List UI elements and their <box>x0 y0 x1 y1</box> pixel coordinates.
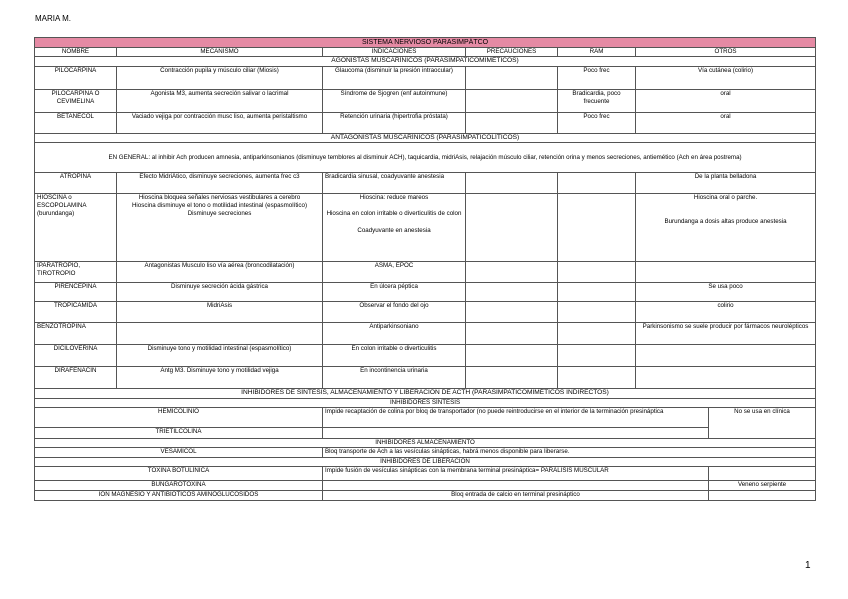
drug-mechanism: Disminuye secreción ácida gástrica <box>117 283 323 302</box>
drug-ram <box>558 302 636 323</box>
drug-mechanism: MidriAsis <box>117 302 323 323</box>
agent-description: Bloq transporte de Ach a las vesículas sinápticas, habrá menos disponible para liberarse. <box>323 447 816 457</box>
agent-name: TRIETILCOLINA <box>35 427 323 438</box>
drug-ram <box>558 173 636 194</box>
agent-name: BUNGAROTOXINA <box>35 481 323 491</box>
agent-name: TOXINA BOTULÍNICA <box>35 467 323 481</box>
table-row <box>35 427 816 438</box>
drug-name: DICILOVERINA <box>35 345 117 367</box>
table-row <box>35 481 816 491</box>
drug-indications: Síndrome de Sjogren (enf autoinmune) <box>323 89 466 112</box>
agent-other: Veneno serpiente <box>709 481 816 491</box>
drug-mechanism: Contracción pupila y músculo ciliar (Miosis) <box>117 66 323 89</box>
drug-mechanism <box>117 323 323 345</box>
drug-other: Se usa poco <box>636 283 816 302</box>
drug-name: ATROPINA <box>35 173 117 194</box>
section-agonistas: AGONISTAS MUSCARÍNICOS (PARASIMPATICOMIMÉTICOS) <box>35 57 816 67</box>
header-otros: OTROS <box>636 48 816 57</box>
agent-description-empty <box>323 427 709 438</box>
agent-description: Impide recaptación de colina por bloq de transportador (no puede reintroducirse en el interior de la terminación presináptica <box>323 407 709 427</box>
drug-precautions <box>466 262 558 283</box>
drug-other <box>636 262 816 283</box>
table-row <box>35 345 816 367</box>
table-row <box>35 112 816 133</box>
drug-other: colirio <box>636 302 816 323</box>
drug-name: TROPICAMIDA <box>35 302 117 323</box>
drug-other: Hioscina oral o parche. Burundanga a dosis altas produce anestesia <box>664 194 787 226</box>
subsection-sintesis: INHIBIDORES SÍNTESIS <box>35 398 816 407</box>
drug-other: De la planta belladona <box>636 173 816 194</box>
subsection-almacenamiento: INHIBIDORES ALMACENAMIENTO <box>35 438 816 447</box>
drug-precautions <box>466 283 558 302</box>
drug-name: PILOCARPINA O CEVIMELINA <box>35 89 117 112</box>
drug-indications: Observar el fondo del ojo <box>323 302 466 323</box>
table-row <box>35 66 816 89</box>
drug-mechanism: Hioscina bloquea señales nerviosas vestibulares a cerebro Hioscina disminuye el tono o motilidad intestinal (espasmolítico) Disminuye secreciones <box>131 194 308 218</box>
drug-ram: Poco frec <box>558 66 636 89</box>
agent-other-empty <box>709 467 816 481</box>
drug-name: DIRAFENACIN <box>35 367 117 389</box>
drug-indications: Hioscina: reduce mareos Hioscina en colon irritable o diverticulitis de colon Coadyuvante en anestesia <box>326 194 462 234</box>
section-antagonistas: ANTAGONISTAS MUSCARÍNICOS (PARASIMPATICOLÍTICOS) <box>35 133 816 143</box>
agent-name: VESAMICOL <box>35 447 323 457</box>
drug-indications: Bradicardia sinusal, coadyuvante anestesia <box>323 173 466 194</box>
agent-other-empty <box>709 491 816 501</box>
table-row <box>35 447 816 457</box>
drug-precautions <box>466 345 558 367</box>
drug-indications: ASMA, EPOC <box>323 262 466 283</box>
table-row <box>35 367 816 389</box>
drug-mechanism: Disminuye tono y motilidad intestinal (espasmolítico) <box>117 345 323 367</box>
drug-indications: Retención urinaria (hipertrofia próstata) <box>323 112 466 133</box>
drug-other <box>636 345 816 367</box>
drug-name: PILOCARPINA <box>35 66 117 89</box>
section-inhibidores: INHIBIDORES DE SÍNTESIS, ALMACENAMIENTO Y LIBERACIÓN DE ACTH (PARASIMPATICOMIMÉTICOS INDIRECTOS) <box>35 389 816 399</box>
subsection-liberacion: INHIBIDORES DE LIBERACIÓN <box>35 457 816 466</box>
general-note: EN GENERAL: al inhibir Ach producen amnesia, antiparkinsonianos (disminuye temblores al disminuir ACH), taquicardia, midriAsis, relajación músculo ciliar, retención orina y menos secreciones, antiemético (Ach en área postrema) <box>35 143 816 173</box>
page-number: 1 <box>805 560 811 571</box>
author-name: MARIA M. <box>35 14 72 23</box>
drug-mechanism: Agonista M3, aumenta secreción salivar o lacrimal <box>117 89 323 112</box>
drug-other: Parkinsonismo se suele producir por fármacos neurolépticos <box>636 323 816 345</box>
agent-description-empty <box>323 481 709 491</box>
drug-other <box>636 367 816 389</box>
drug-other: oral <box>636 89 816 112</box>
drug-indications: En incontinencia urinaria <box>323 367 466 389</box>
drug-ram: Poco frec <box>558 112 636 133</box>
header-nombre: NOMBRE <box>35 48 117 57</box>
table-row <box>35 262 816 283</box>
header-indicaciones: INDICACIONES <box>323 48 466 57</box>
header-ram: RAM <box>558 48 636 57</box>
table-row <box>35 89 816 112</box>
drug-name: HIOSCINA o ESCOPOLAMINA (burundanga) <box>37 194 87 218</box>
drug-ram: Bradicardia, poco frecuente <box>558 89 636 112</box>
drug-indications: En colon irritable o diverticulitis <box>323 345 466 367</box>
drug-precautions <box>466 367 558 389</box>
agent-name: ION MAGNESIO Y ANTIBIÓTICOS AMINOGLUCÓSIDOS <box>35 491 323 501</box>
drug-ram <box>558 194 636 262</box>
drug-name: PIRENCEPINA <box>35 283 117 302</box>
drug-ram <box>558 345 636 367</box>
drug-ram <box>558 367 636 389</box>
agent-description: Impide fusión de vesículas sinápticas con la membrana terminal presináptica= PARÁLISIS MUSCULAR <box>323 467 709 481</box>
drug-precautions <box>466 323 558 345</box>
drug-mechanism: Antg M3. Disminuye tono y motilidad vejiga <box>117 367 323 389</box>
drug-precautions <box>466 173 558 194</box>
drug-ram <box>558 283 636 302</box>
drug-precautions <box>466 112 558 133</box>
agent-name: HEMICOLINIO <box>35 407 323 427</box>
table-row <box>35 407 816 427</box>
drug-name: BETANECOL <box>35 112 117 133</box>
drug-name: IPARATROPIO, TIROTROPIO <box>35 262 117 283</box>
header-precauciones: PRECAUCIONES <box>466 48 558 57</box>
parasympathetic-table <box>34 37 816 501</box>
drug-other: oral <box>636 112 816 133</box>
table-row <box>35 467 816 481</box>
drug-mechanism: Efecto MidriÁtico, disminuye secreciones, aumenta frec c3 <box>117 173 323 194</box>
drug-ram <box>558 323 636 345</box>
table-row <box>35 491 816 501</box>
drug-ram <box>558 262 636 283</box>
table-row <box>35 194 816 262</box>
drug-mechanism: Vaciado vejiga por contracción musc liso, aumenta peristaltismo <box>117 112 323 133</box>
agent-other: No se usa en clínica <box>709 407 816 438</box>
table-row <box>35 323 816 345</box>
drug-other: Vía cutánea (colirio) <box>636 66 816 89</box>
drug-name: BENZOTROPINA <box>35 323 117 345</box>
header-mecanismo: MECANISMO <box>117 48 323 57</box>
table-title: SISTEMA NERVIOSO PARASIMPÁTCO <box>35 38 816 48</box>
drug-indications: Glaucoma (disminuir la presión intraocular) <box>323 66 466 89</box>
agent-description: Bloq entrada de calcio en terminal presináptico <box>323 491 709 501</box>
drug-indications: En úlcera péptica <box>323 283 466 302</box>
table-row <box>35 173 816 194</box>
drug-precautions <box>466 66 558 89</box>
drug-precautions <box>466 302 558 323</box>
drug-precautions <box>466 89 558 112</box>
drug-mechanism: Antagonistas Musculo liso vía aérea (broncodilatación) <box>117 262 323 283</box>
table-row <box>35 283 816 302</box>
table-row <box>35 302 816 323</box>
drug-precautions <box>466 194 558 262</box>
drug-indications: Antiparkinsoniano <box>323 323 466 345</box>
